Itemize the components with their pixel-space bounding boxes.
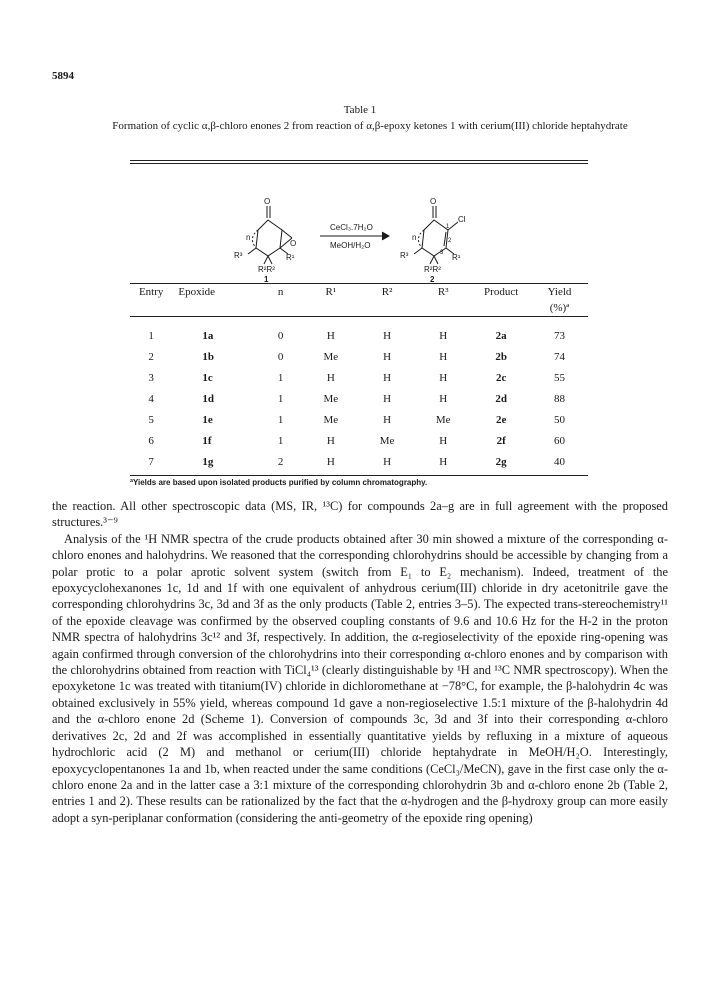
cell-epoxide: 1c — [202, 371, 213, 384]
table-subheader-row — [130, 300, 588, 317]
col-yield-unit: (%)ª — [531, 300, 588, 317]
cell-yield: 55 — [554, 371, 565, 384]
cell-epoxide: 1a — [202, 329, 214, 342]
cell-n: 0 — [277, 329, 284, 342]
cell-yield: 74 — [554, 350, 565, 363]
col-r2-header: R² — [359, 284, 415, 301]
cell-r3: H — [439, 455, 448, 468]
cell-r1: Me — [323, 350, 339, 363]
paragraph-1: the reaction. All other spectroscopic data (MS, IR, ¹³C) for compounds 2a–g are in full agreement with the proposed structures.³⁻⁹ — [52, 499, 668, 530]
table-header-row — [130, 284, 588, 301]
cell-r2: H — [383, 329, 392, 342]
cell-epoxide: 1g — [202, 455, 214, 468]
cell-product: 2e — [495, 413, 507, 426]
reagent-top: CeCl₃.7H₂O — [330, 223, 373, 232]
atom-n-left: n — [246, 233, 251, 242]
atom-r2-right: R²R² — [424, 265, 441, 274]
cell-entry: 3 — [148, 371, 154, 384]
cell-r3: H — [439, 434, 448, 447]
cell-r2: H — [383, 371, 392, 384]
atom-r3-right: R³ — [400, 251, 409, 260]
cell-r1: H — [326, 455, 335, 468]
atom-o-epoxide: O — [290, 239, 297, 248]
results-table — [130, 283, 588, 472]
col-r3-header: R³ — [415, 284, 471, 301]
col-epoxide-header: Epoxide — [172, 284, 258, 301]
cell-yield: 40 — [554, 455, 565, 468]
page-number: 5894 — [52, 70, 74, 82]
cell-n: 1 — [277, 434, 284, 447]
cell-r2: Me — [379, 434, 395, 447]
compound-label-1: 1 — [264, 275, 269, 282]
body-text — [52, 498, 668, 826]
cell-epoxide: 1f — [202, 434, 212, 447]
cell-n: 0 — [277, 350, 284, 363]
reagent-bottom: MeOH/H₂O — [330, 241, 371, 250]
reaction-scheme — [200, 180, 520, 282]
cell-yield: 60 — [554, 434, 565, 447]
compound-label-2: 2 — [430, 275, 435, 282]
locant-2: 2 — [448, 238, 452, 244]
cell-r1: Me — [323, 392, 339, 405]
cell-yield: 88 — [554, 392, 565, 405]
table-row — [130, 451, 588, 472]
atom-r1-right: R¹ — [452, 253, 461, 262]
table-row — [130, 388, 588, 409]
atom-n-right: n — [412, 233, 417, 242]
cell-product: 2d — [495, 392, 507, 405]
table-footnote: ªYields are based upon isolated products purified by column chromatography. — [130, 478, 428, 487]
cell-product: 2f — [496, 434, 506, 447]
table-row — [130, 325, 588, 346]
cell-product: 2a — [495, 329, 507, 342]
col-yield-header: Yield — [531, 284, 588, 301]
col-r1-header: R¹ — [303, 284, 359, 301]
cell-n: 1 — [277, 392, 284, 405]
cell-r3: H — [439, 329, 448, 342]
cell-entry: 6 — [148, 434, 154, 447]
col-entry-header: Entry — [130, 284, 172, 301]
cell-r1: H — [326, 329, 335, 342]
cell-product: 2g — [495, 455, 507, 468]
locant-3: 3 — [440, 250, 444, 256]
atom-r2-left: R²R² — [258, 265, 275, 274]
cell-r1: H — [326, 434, 335, 447]
cell-n: 2 — [277, 455, 284, 468]
cell-entry: 5 — [148, 413, 154, 426]
cell-r1: H — [326, 371, 335, 384]
table-row — [130, 409, 588, 430]
cell-r2: H — [383, 392, 392, 405]
cell-epoxide: 1d — [202, 392, 214, 405]
table-title: Table 1 — [343, 104, 377, 116]
reaction-scheme-drawing — [200, 180, 520, 282]
cell-r1: Me — [323, 413, 339, 426]
atom-o-ketone-right: O — [430, 197, 437, 206]
table-caption: Formation of cyclic α,β-chloro enones 2 from reaction of α,β-epoxy ketones 1 with cerium(III) chloride heptahydrate — [112, 120, 628, 132]
cell-product: 2b — [495, 350, 507, 363]
table-row — [130, 367, 588, 388]
cell-n: 1 — [277, 413, 284, 426]
cell-entry: 4 — [148, 392, 154, 405]
cell-entry: 1 — [148, 329, 154, 342]
atom-cl: Cl — [458, 215, 466, 224]
table-row — [130, 430, 588, 451]
cell-r3: H — [439, 371, 448, 384]
col-n-header: n — [258, 284, 302, 301]
cell-product: 2c — [495, 371, 507, 384]
table-row — [130, 346, 588, 367]
locant-1: 1 — [446, 224, 450, 230]
table-bottom-rule — [130, 475, 588, 476]
cell-r3: H — [439, 350, 448, 363]
table-top-rule — [130, 160, 588, 164]
cell-r3: Me — [435, 413, 451, 426]
cell-yield: 50 — [554, 413, 565, 426]
atom-o-ketone-left: O — [264, 197, 271, 206]
cell-r2: H — [383, 413, 392, 426]
cell-epoxide: 1b — [202, 350, 214, 363]
cell-yield: 73 — [554, 329, 565, 342]
cell-r3: H — [439, 392, 448, 405]
atom-r1-left: R¹ — [286, 253, 295, 262]
cell-r2: H — [383, 455, 392, 468]
paragraph-2: Analysis of the ¹H NMR spectra of the crude products obtained after 30 min showed a mixture of the corresponding α-chloro enones and halohydrins. We reasoned that the corresponding chlorohydrins should be accessible by changing from a polar protic to a polar aprotic solvent system (switch from E₁ to E₂ mechanism). Indeed, treatment of the epoxycyclohexanones 1c, 1d and 1f with one equivalent of anhydrous cerium(III) chloride in dry acetonitrile gave the corresponding chlorohydrins 3c, 3d and 3f as the only products (Table 2, entries 3–5). The expected trans-stereochemistry¹¹ of the epoxide cleavage was confirmed by the observed coupling constants of 9.6 and 10.6 Hz for the H-2 in the proton NMR spectra of halohydrins 3c¹² and 3f, respectively. In addition, the α-regioselectivity of the epoxide ring-opening was again confirmed through conversion of the chlorohydrins into their corresponding α-chloro enones and by comparison with the chlorohydrins obtained from reaction with TiCl₄¹³ (clearly distinguishable by ¹H and ¹³C NMR spectroscopy). When the epoxyketone 1c was treated with titanium(IV) chloride in dichloromethane at −78°C, for example, the β-halohydrin 4c was obtained exclusively in 55% yield, whereas compound 1d gave a non-regioselective 1.5:1 mixture of the β-halohydrin 4d and the α-chloro enone 2d (Scheme 1). Conversion of compounds 3c, 3d and 3f into their corresponding α-chloro derivatives 2c, 2d and 2f was accomplished in essentially quantitative yields by refluxing in a mixture of aqueous hydrochloric acid (2 M) and methanol or cerium(III) chloride heptahydrate in MeOH/H₂O. Interestingly, epoxycyclopentanones 1a and 1b, when reacted under the same conditions (CeCl₃/MeCN), gave in the first case only the α-chloro enone 2a and in the latter case a 3:1 mixture of the corresponding chlorohydrin 3b and α-chloro enone 2b (Table 2, entries 1 and 2). These results can be rationalized by the fact that the α-hydrogen and the β-hydroxy group can more easily adopt a syn-periplanar conformation (considering the anti-geometry of the epoxide ring opening) — [52, 531, 668, 825]
atom-r3-left: R³ — [234, 251, 243, 260]
col-product-header: Product — [471, 284, 531, 301]
cell-epoxide: 1e — [202, 413, 213, 426]
cell-n: 1 — [277, 371, 284, 384]
cell-r2: H — [383, 350, 392, 363]
cell-entry: 2 — [148, 350, 154, 363]
cell-entry: 7 — [148, 455, 154, 468]
